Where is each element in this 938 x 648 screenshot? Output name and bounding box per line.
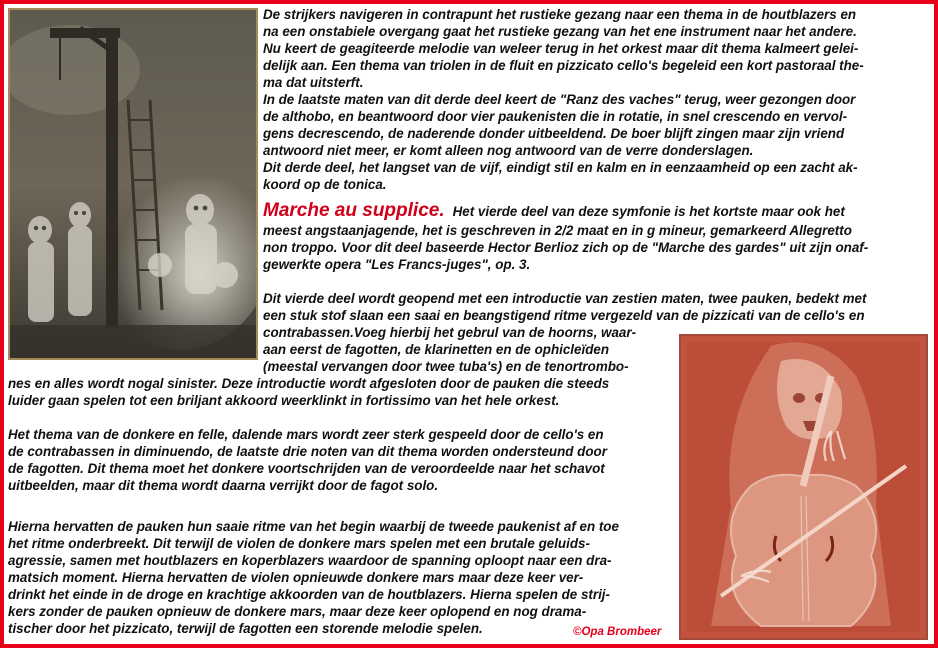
text-line-16: Dit vierde deel wordt geopend met een introductie van zestien maten, twee pauken, bedekt met	[263, 291, 867, 306]
skeleton-cellist-drawing	[681, 336, 926, 638]
section-title: Marche au supplice.	[263, 200, 445, 221]
text-line-33: tischer door het pizzicato, terwijl de fagotten een storende melodie spelen.	[8, 621, 483, 636]
text-line-24: de contrabassen in diminuendo, de laatste drie noten van dit thema worden ondersteund door	[8, 444, 607, 459]
text-line-29: agressie, samen met houtblazers en koperblazers waardoor de spanning oploopt naar een dra-	[8, 553, 612, 568]
text-line-5: ma dat uitsterft.	[263, 75, 364, 90]
text-line-14: non troppo. Voor dit deel baseerde Hector Berlioz zich op de "Marche des gardes" uit zijn onaf-	[263, 240, 869, 255]
text-line-9: antwoord niet meer, er komt alleen nog antwoord van de verre donderslagen.	[263, 143, 754, 158]
text-line-15: gewerkte opera "Les Francs-juges", op. 3.	[263, 257, 531, 272]
text-line-27: Hierna hervatten de pauken hun saaie ritme van het begin waarbij de tweede paukenist af en toe	[8, 519, 619, 534]
text-line-17: een stuk stof slaan een saai en beangstigend ritme vergezeld van de pizzicati van de cello's en	[263, 308, 865, 323]
text-line-21: nes en alles wordt nogal sinister. Deze introductie wordt afgesloten door de pauken die steeds	[8, 376, 610, 391]
text-line-1: De strijkers navigeren in contrapunt het rustieke gezang naar een thema in de houtblazers en	[263, 7, 857, 22]
text-line-18: contrabassen.Voeg hierbij het gebrul van de hoorns, waar-	[263, 325, 637, 340]
text-line-10: Dit derde deel, het langset van de vijf, eindigt stil en kalm en in eenzaamheid op een zacht ak-	[263, 160, 858, 175]
skeleton-cellist-image	[679, 334, 928, 640]
gallows-procession-image	[8, 8, 258, 360]
text-line-22: luider gaan spelen tot een briljant akkoord weerklinkt in fortissimo van het hele orkest.	[8, 393, 560, 408]
text-line-30: matsich moment. Hierna hervatten de violen opnieuwde donkere mars maar deze keer ver-	[8, 570, 584, 585]
text-line-4: delijk aan. Een thema van triolen in de fluit en pizzicato cello's begeleid een kort pastoraal the-	[263, 58, 864, 73]
text-line-32: kers zonder de pauken opnieuw de donkere mars, maar deze keer oplopend en nog drama-	[8, 604, 587, 619]
author-signature: ©Opa Brombeer	[573, 626, 662, 638]
text-line-25: de fagotten. Dit thema moet het donkere voortschrijden van de veroordeelde naar het schavot	[8, 461, 605, 476]
text-line-3: Nu keert de geagiteerde melodie van weleer terug in het orkest maar dit thema kalmeert gelei-	[263, 41, 859, 56]
text-line-2: na een onstabiele overgang gaat het rustieke gezang van het ene instrument naar het andere.	[263, 24, 857, 39]
text-line-13: meest angstaanjagende, het is geschreven in 2/2 maat en in g mineur, gemarkeerd Allegretto	[263, 223, 852, 238]
gallows-procession-drawing	[10, 10, 256, 358]
section-title-line	[263, 200, 845, 222]
text-line-28: het ritme onderbreekt. Dit terwijl de violen de donkere mars spelen met een brutale geluids-	[8, 536, 590, 551]
text-line-6: In de laatste maten van dit derde deel keert de "Ranz des vaches" terug, weer gezongen door	[263, 92, 856, 107]
text-line-20: (meestal vervangen door twee tuba's) en de tenortrombo-	[263, 359, 629, 374]
text-line-23: Het thema van de donkere en felle, dalende mars wordt zeer sterk gespeeld door de cello's en	[8, 427, 604, 442]
text-line-19: aan eerst de fagotten, de klarinetten en de ophicleïden	[263, 342, 610, 357]
text-line-12: Het vierde deel van deze symfonie is het kortste maar ook het	[452, 204, 845, 219]
text-line-26: uitbeelden, maar dit thema wordt daarna verrijkt door de fagot solo.	[8, 478, 439, 493]
text-line-8: gens decrescendo, de naderende donder uitbeeldend. De boer blijft zingen maar zijn vriend	[263, 126, 845, 141]
text-line-7: de althobo, en beantwoord door vier paukenisten die in rotatie, in snel crescendo en vervol-	[263, 109, 848, 124]
text-line-31: drinkt het einde in de droge en krachtige akkoorden van de houtblazers. Hierna spelen de strij-	[8, 587, 610, 602]
text-line-11: koord op de tonica.	[263, 177, 387, 192]
